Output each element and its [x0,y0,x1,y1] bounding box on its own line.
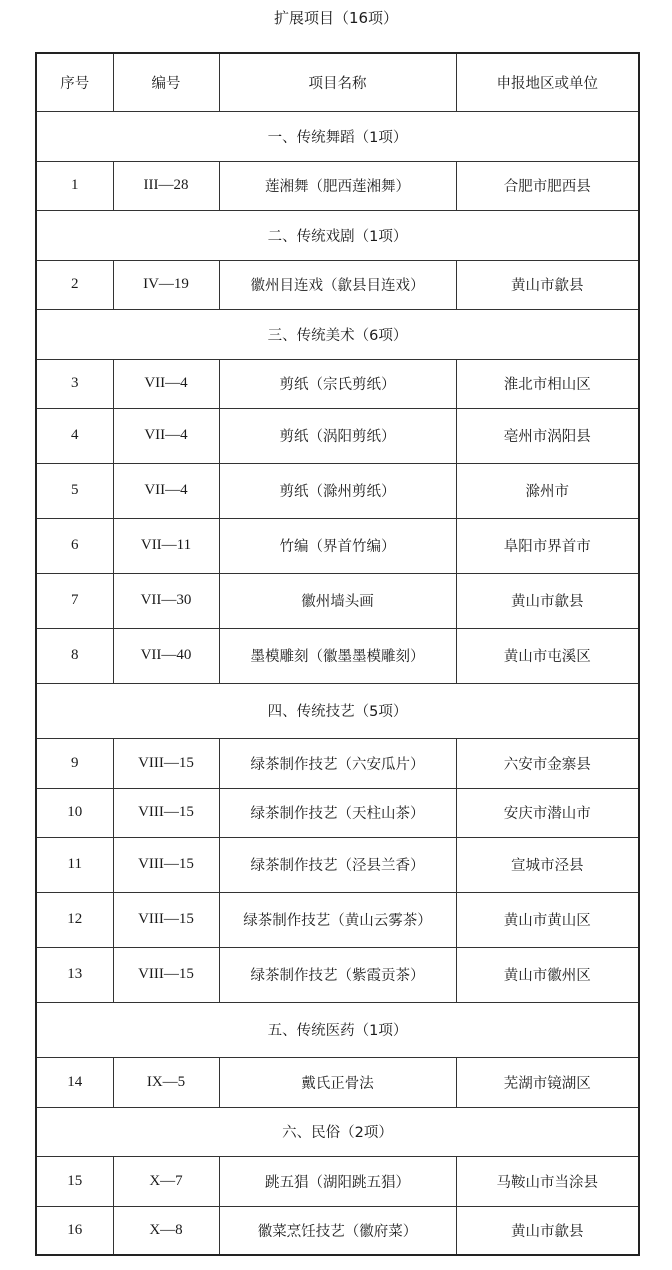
region-cell: 合肥市肥西县 [456,161,639,210]
header-region: 申报地区或单位 [456,53,639,111]
region-cell: 黄山市屯溪区 [456,628,639,683]
section-row [36,1002,639,1057]
header-row [36,53,639,111]
project-name-cell: 绿茶制作技艺（天柱山茶） [219,788,456,837]
code-cell: VII—11 [113,518,219,573]
table-row [36,892,639,947]
region-cell: 亳州市涡阳县 [456,408,639,463]
code-cell: VIII—15 [113,892,219,947]
project-name-cell: 剪纸（涡阳剪纸） [219,408,456,463]
code-cell: VIII—15 [113,947,219,1002]
table-row [36,1156,639,1206]
region-cell: 黄山市歙县 [456,573,639,628]
region-cell: 安庆市潜山市 [456,788,639,837]
project-name-cell: 绿茶制作技艺（黄山云雾茶） [219,892,456,947]
serial-cell: 6 [36,518,113,573]
header-project-name: 项目名称 [219,53,456,111]
project-name-cell: 跳五猖（湖阳跳五猖） [219,1156,456,1206]
section-row [36,309,639,359]
code-cell: VII—4 [113,408,219,463]
table-row [36,161,639,210]
project-name-cell: 戴氏正骨法 [219,1057,456,1107]
code-cell: VII—4 [113,359,219,408]
code-cell: VII—4 [113,463,219,518]
table-row [36,947,639,1002]
table-row [36,1057,639,1107]
header-serial: 序号 [36,53,113,111]
document-title: 扩展项目（16项） [273,9,399,27]
serial-cell: 16 [36,1206,113,1255]
table-row [36,260,639,309]
section-heading: 三、传统美术（6项） [36,309,639,359]
region-cell: 淮北市相山区 [456,359,639,408]
section-row [36,683,639,738]
serial-cell: 8 [36,628,113,683]
serial-cell: 14 [36,1057,113,1107]
project-name-cell: 徽菜烹饪技艺（徽府菜） [219,1206,456,1255]
table-row [36,1206,639,1255]
serial-cell: 5 [36,463,113,518]
project-name-cell: 剪纸（滁州剪纸） [219,463,456,518]
region-cell: 黄山市歙县 [456,1206,639,1255]
project-name-cell: 绿茶制作技艺（泾县兰香） [219,837,456,892]
region-cell: 黄山市徽州区 [456,947,639,1002]
table-row [36,359,639,408]
section-heading: 五、传统医药（1项） [36,1002,639,1057]
project-name-cell: 徽州目连戏（歙县目连戏） [219,260,456,309]
project-name-cell: 徽州墙头画 [219,573,456,628]
region-cell: 芜湖市镜湖区 [456,1057,639,1107]
section-row [36,1107,639,1156]
section-row [36,210,639,260]
table-row [36,408,639,463]
project-name-cell: 莲湘舞（肥西莲湘舞） [219,161,456,210]
table-row [36,628,639,683]
code-cell: VIII—15 [113,738,219,788]
project-name-cell: 墨模雕刻（徽墨墨模雕刻） [219,628,456,683]
section-heading: 二、传统戏剧（1项） [36,210,639,260]
project-name-cell: 竹编（界首竹编） [219,518,456,573]
section-heading: 四、传统技艺（5项） [36,683,639,738]
table-row [36,463,639,518]
serial-cell: 2 [36,260,113,309]
table-row [36,738,639,788]
region-cell: 六安市金寨县 [456,738,639,788]
region-cell: 宣城市泾县 [456,837,639,892]
region-cell: 滁州市 [456,463,639,518]
project-name-cell: 绿茶制作技艺（紫霞贡茶） [219,947,456,1002]
region-cell: 马鞍山市当涂县 [456,1156,639,1206]
code-cell: IX—5 [113,1057,219,1107]
table-row [36,837,639,892]
serial-cell: 4 [36,408,113,463]
table-row [36,788,639,837]
serial-cell: 3 [36,359,113,408]
extension-projects-table [35,52,640,1256]
code-cell: III—28 [113,161,219,210]
code-cell: VIII—15 [113,788,219,837]
code-cell: VII—40 [113,628,219,683]
project-name-cell: 绿茶制作技艺（六安瓜片） [219,738,456,788]
serial-cell: 9 [36,738,113,788]
serial-cell: 13 [36,947,113,1002]
serial-cell: 1 [36,161,113,210]
code-cell: VIII—15 [113,837,219,892]
code-cell: IV—19 [113,260,219,309]
table-row [36,518,639,573]
region-cell: 黄山市黄山区 [456,892,639,947]
table-row [36,573,639,628]
project-name-cell: 剪纸（宗氏剪纸） [219,359,456,408]
serial-cell: 7 [36,573,113,628]
serial-cell: 15 [36,1156,113,1206]
code-cell: X—8 [113,1206,219,1255]
serial-cell: 11 [36,837,113,892]
region-cell: 阜阳市界首市 [456,518,639,573]
code-cell: X—7 [113,1156,219,1206]
section-heading: 一、传统舞蹈（1项） [36,111,639,161]
section-row [36,111,639,161]
header-code: 编号 [113,53,219,111]
section-heading: 六、民俗（2项） [36,1107,639,1156]
serial-cell: 10 [36,788,113,837]
serial-cell: 12 [36,892,113,947]
region-cell: 黄山市歙县 [456,260,639,309]
code-cell: VII—30 [113,573,219,628]
